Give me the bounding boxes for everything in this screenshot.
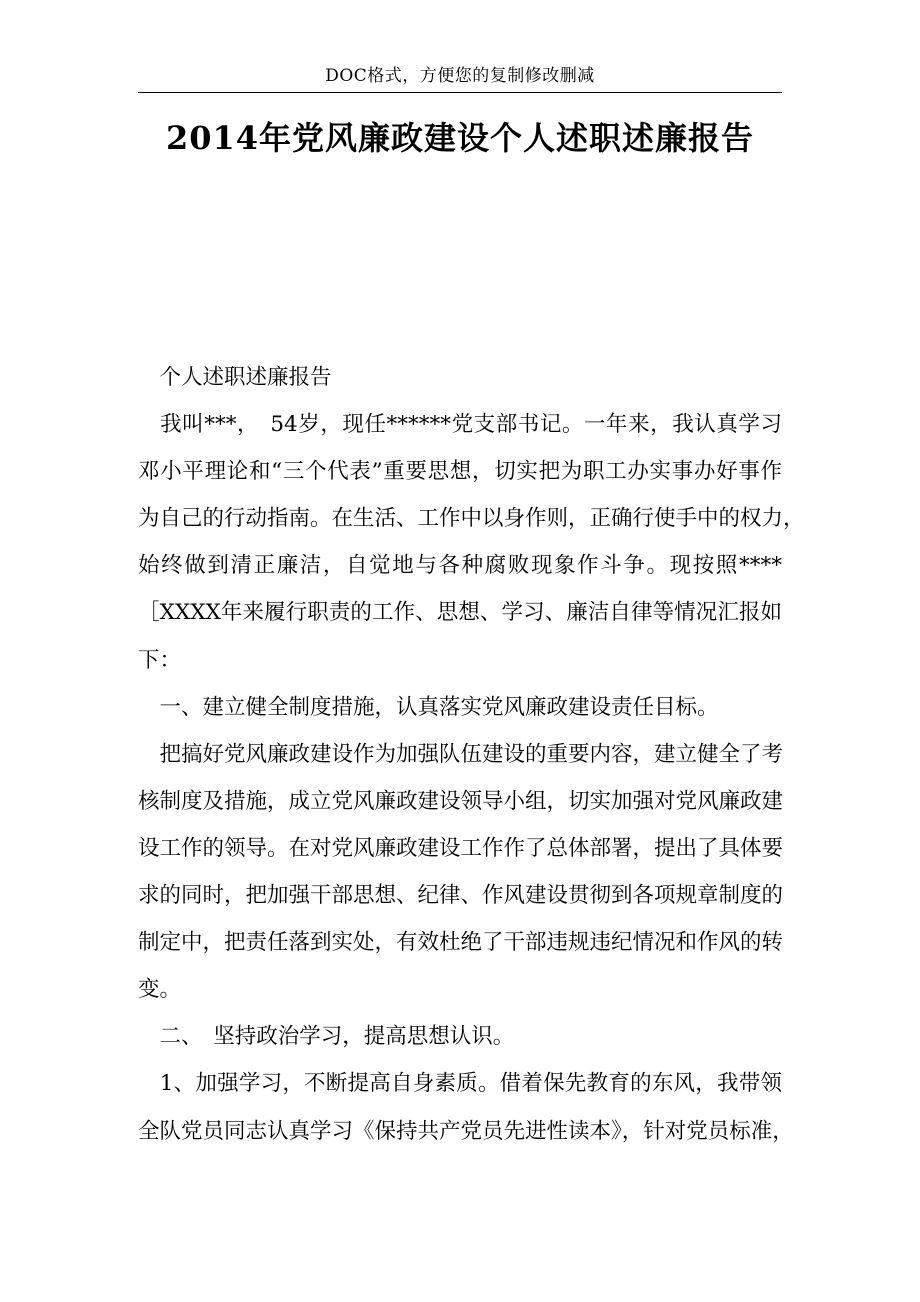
- header-note: DOC格式，方便您的复制修改删减: [325, 66, 595, 86]
- paragraph-line: 把搞好党风廉政建设作为加强队伍建设的重要内容，建立健全了考: [138, 741, 784, 767]
- paragraph-line: 全队党员同志认真学习《保持共产党员先进性读本》，针对党员标准，: [138, 1118, 794, 1144]
- paragraph-line: 变。: [138, 977, 182, 1003]
- paragraph-line: 1、加强学习，不断提高自身素质。借着保先教育的东风，我带领: [138, 1071, 782, 1097]
- header-divider: [138, 92, 782, 93]
- paragraph-line: 制定中，把责任落到实处，有效杜绝了干部违规违纪情况和作风的转: [138, 930, 784, 956]
- section-heading: 一、建立健全制度措施，认真落实党风廉政建设责任目标。: [138, 694, 719, 720]
- paragraph-line: 核制度及措施，成立党风廉政建设领导小组，切实加强对党风廉政建: [138, 788, 784, 814]
- section-subtitle: 个人述职述廉报告: [138, 365, 332, 390]
- paragraph-line: 始终做到清正廉洁，自觉地与各种腐败现象作斗争。现按照****: [138, 553, 782, 579]
- document-title: 2014年党风廉政建设个人述职述廉报告: [165, 119, 755, 157]
- paragraph-line: 设工作的领导。在对党风廉政建设工作作了总体部署，提出了具体要: [138, 835, 784, 861]
- paragraph-line: 邓小平理论和“三个代表”重要思想，切实把为职工办实事办好事作: [138, 459, 782, 485]
- section-heading: 二、 坚持政治学习，提高思想认识。: [138, 1024, 515, 1050]
- document-body: [138, 354, 805, 1155]
- paragraph-line: 我叫***， 54岁，现任******党支部书记。一年来，我认真学习: [138, 412, 782, 438]
- paragraph-line: ［XXXX年来履行职责的工作、思想、学习、廉洁自律等情况汇报如: [138, 600, 782, 626]
- paragraph-line: 下：: [138, 647, 182, 673]
- paragraph-line: 为自己的行动指南。在生活、工作中以身作则，正确行使手中的权力，: [138, 506, 805, 532]
- paragraph-line: 求的同时，把加强干部思想、纪律、作风建设贯彻到各项规章制度的: [138, 883, 784, 909]
